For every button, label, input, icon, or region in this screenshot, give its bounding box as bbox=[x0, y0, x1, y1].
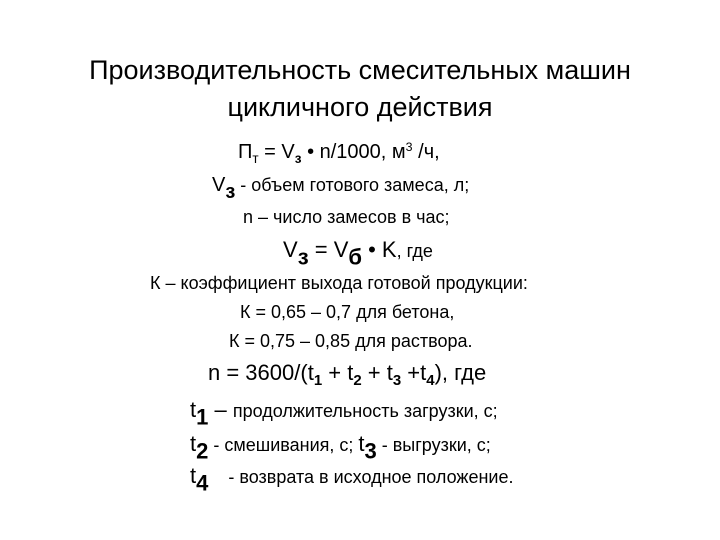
volume-def-subscript: з bbox=[225, 181, 236, 203]
t2-symbol: t bbox=[190, 431, 197, 456]
t4-text: - возврата в исходное положение. bbox=[228, 467, 514, 487]
formula3-sub4: 4 bbox=[426, 372, 435, 390]
t1-symbol: t bbox=[190, 397, 197, 422]
formula3-sub1: 1 bbox=[313, 372, 323, 390]
t1-subscript: 1 bbox=[196, 404, 209, 430]
coefficient-concrete: К = 0,65 – 0,7 для бетона, bbox=[240, 302, 455, 322]
formula3-sub2: 2 bbox=[353, 372, 362, 390]
formula3-plus3: +t bbox=[401, 360, 427, 385]
formula3-plus2: + t bbox=[361, 360, 393, 385]
formula3-plus1: + t bbox=[322, 360, 354, 385]
formula2-v-subscript: з bbox=[297, 244, 309, 270]
t1-text: продолжительность загрузки, с; bbox=[232, 401, 498, 421]
slide-title bbox=[0, 52, 720, 126]
t4-subscript: 4 bbox=[196, 470, 209, 496]
productivity-formula bbox=[238, 141, 440, 164]
formula1-part2: • n/1000, м bbox=[301, 141, 406, 163]
t1-dash: – bbox=[208, 397, 233, 422]
formula1-part1: = V bbox=[258, 141, 295, 163]
title-line-2: цикличного действия bbox=[227, 92, 493, 122]
productivity-subscript: т bbox=[252, 150, 259, 166]
t4-symbol: t bbox=[190, 463, 197, 488]
formula2-v: V bbox=[283, 237, 298, 262]
t3-symbol: t bbox=[358, 431, 365, 456]
volume-formula bbox=[283, 237, 433, 270]
coefficient-mortar: К = 0,75 – 0,85 для раствора. bbox=[229, 331, 473, 351]
coefficient-definition: К – коэффициент выхода готовой продукции: bbox=[150, 273, 528, 293]
volume-subscript: з bbox=[294, 150, 302, 166]
t1-definition bbox=[190, 397, 498, 430]
formula2-where: , где bbox=[396, 241, 433, 261]
batch-count-definition: n – число замесов в час; bbox=[243, 207, 450, 227]
formula1-part3: /ч, bbox=[412, 141, 440, 163]
cubic-superscript: 3 bbox=[405, 140, 413, 155]
volume-definition bbox=[212, 174, 470, 203]
formula2-b-subscript: б bbox=[348, 244, 362, 270]
t4-definition bbox=[190, 463, 514, 496]
title-line-1: Производительность смесительных машин bbox=[89, 55, 631, 85]
t2-subscript: 2 bbox=[196, 438, 209, 464]
formula3-start: n = 3600/(t bbox=[208, 360, 314, 385]
formula2-k: • K bbox=[361, 237, 397, 262]
t2-t3-definition bbox=[190, 431, 491, 464]
formula3-end: ), где bbox=[434, 360, 487, 385]
volume-symbol: V bbox=[212, 174, 226, 196]
t2-text: - смешивания, с; bbox=[208, 435, 359, 455]
batches-formula bbox=[208, 360, 487, 390]
t3-text: - выгрузки, с; bbox=[376, 435, 491, 455]
volume-def-text: - объем готового замеса, л; bbox=[235, 175, 470, 195]
productivity-symbol: П bbox=[238, 141, 253, 163]
t3-subscript: 3 bbox=[364, 438, 377, 464]
formula3-sub3: 3 bbox=[392, 372, 402, 390]
formula2-mid: = V bbox=[308, 237, 349, 262]
